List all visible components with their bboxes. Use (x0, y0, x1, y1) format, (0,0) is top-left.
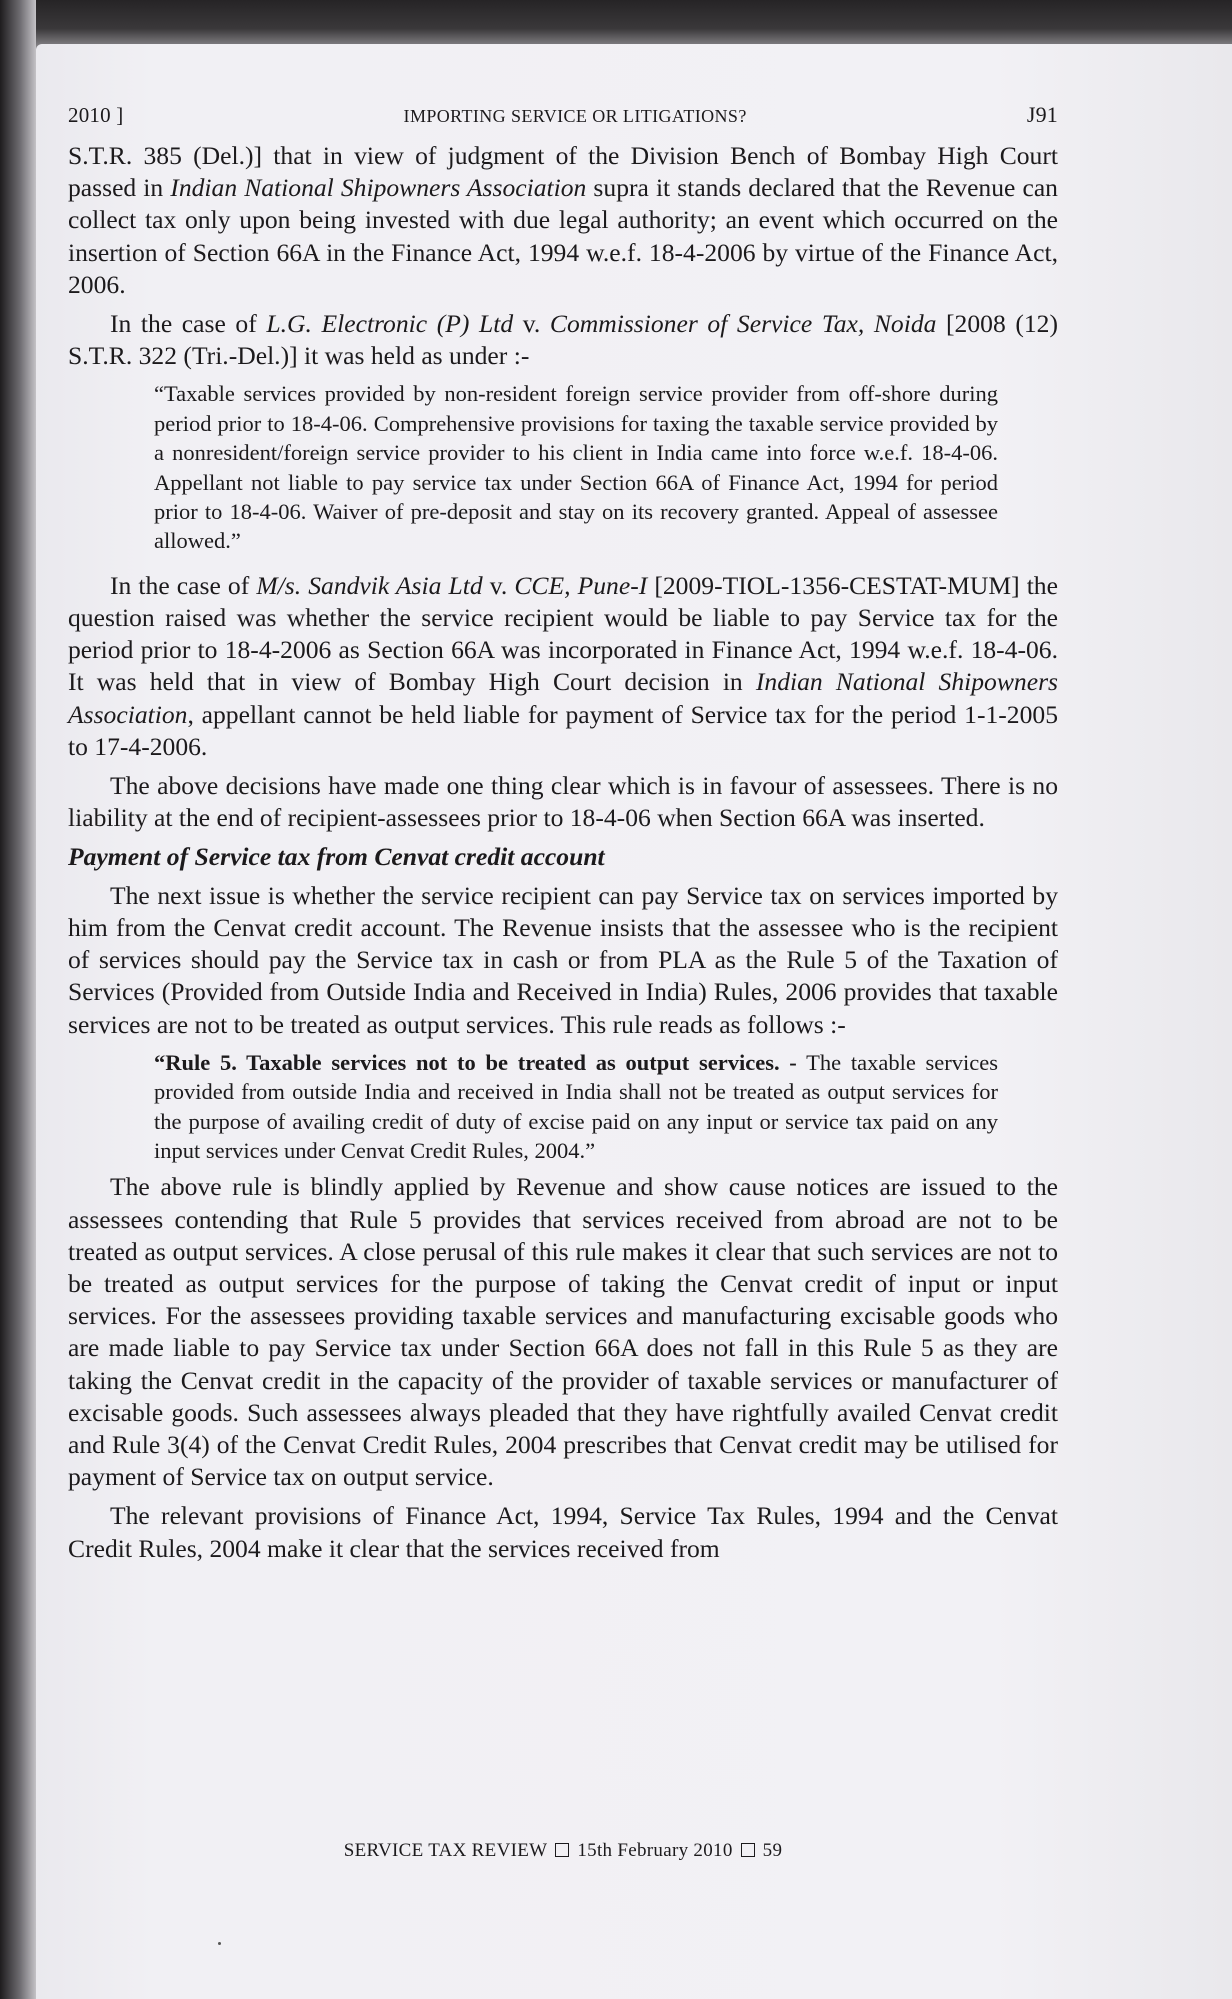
header-page-ref: J91 (1026, 102, 1058, 127)
case-name: Commissioner of Service Tax, Noida (549, 309, 937, 339)
paragraph-1: S.T.R. 385 (Del.)] that in view of judgment of the Division Bench of Bombay High Court passed in Indian National Shipowners Association supra it stands declared that the Revenue can collect tax only upon being invested with due legal authority; an event which occurred on the insertion of Section 66A in the Finance Act, 1994 w.e.f. 18-4-2006 by virtue of the Finance Act, 2006. (68, 141, 1058, 299)
case-name: Indian National Shipowners Association (170, 173, 587, 203)
paragraph-3: In the case of M/s. Sandvik Asia Ltd v. CCE, Pune-I [2009-TIOL-1356-CESTAT-MUM] the question raised was whether the service recipient would be liable to pay Service tax for the period prior to 18-4-2006 as Section 66A was incorporated in Finance Act, 1994 w.e.f. 18-4-06. It was held that in view of Bombay High Court decision in Indian National Shipowners Association, appellant cannot be held liable for payment of Service tax for the period 1-1-2005 to 17-4-2006. (68, 570, 1058, 761)
case-name: M/s. Sandvik Asia Ltd (256, 570, 483, 600)
header-title: IMPORTING SERVICE OR LITIGATIONS? (403, 106, 747, 126)
paragraph-4: The above decisions have made one thing clear which is in favour of assessees. There is no liability at the end of recipient-assessees prior to 18-4-06 when Section 66A was inserted. (68, 771, 1058, 833)
scan-speck (218, 1942, 221, 1945)
footer-page-number: 59 (762, 1840, 783, 1861)
paragraph-7: The relevant provisions of Finance Act, 1994, Service Tax Rules, 1994 and the Cenvat Credit Rules, 2004 make it clear that the services received from (68, 1501, 1058, 1563)
rule-title: “Rule 5. Taxable services not to be treated as output services. - (154, 1049, 797, 1075)
block-quote-2: “Rule 5. Taxable services not to be treated as output services. - The taxable services provided from outside India and received in India shall not be treated as output services for the purpose of availing credit of duty of excise paid on any input or service tax paid on any input services under Cenvat Credit Rules, 2004.” (154, 1049, 999, 1163)
paragraph-6: The above rule is blindly applied by Revenue and show cause notices are issued to the assessees contending that Rule 5 provides that services received from abroad are not to be treated as output services. A close perusal of this rule makes it clear that such services are not to be treated as output services for the purpose of taking the Cenvat credit of input or input services. For the assessees providing taxable services and manufacturing excisable goods who are made liable to pay Service tax under Section 66A does not fall in this Rule 5 as they are taking the Cenvat credit in the capacity of the provider of taxable services or manufacturer of excisable goods. Such assessees always pleaded that they have rightfully availed Cenvat credit and Rule 3(4) of the Cenvat Credit Rules, 2004 prescribes that Cenvat credit may be utilised for payment of Service tax on output service. (68, 1172, 1058, 1492)
box-separator-icon (555, 1843, 569, 1857)
page-footer (68, 1840, 1058, 1862)
header-year: 2010 ] (68, 103, 124, 127)
footer-journal: SERVICE TAX REVIEW (343, 1840, 548, 1861)
paragraph-2: In the case of L.G. Electronic (P) Ltd v. Commissioner of Service Tax, Noida [2008 (12) S.T.R. 322 (Tri.-Del.)] it was held as under :- (68, 309, 1058, 371)
section-heading: Payment of Service tax from Cenvat credit account (68, 842, 605, 872)
case-name: Indian National Shipowners Association (68, 667, 1058, 729)
block-quote-1: “Taxable services provided by non-resident foreign service provider from off-shore during period prior to 18-4-06. Comprehensive provisions for taxing the taxable service provided by a nonresident/foreign service provider to his client in India came into force w.e.f. 18-4-06. Appellant not liable to pay service tax under Section 66A of Finance Act, 1994 for period prior to 18-4-06. Waiver of pre-deposit and stay on its recovery granted. Appeal of assessee allowed.” (154, 381, 998, 554)
footer-date: 15th February 2010 (577, 1840, 733, 1861)
running-head (68, 102, 1058, 128)
book-spine-shadow (0, 0, 36, 1999)
box-separator-icon (741, 1843, 755, 1857)
case-name: L.G. Electronic (P) Ltd (266, 309, 514, 339)
page-content (68, 102, 1058, 1572)
article-body (68, 140, 1058, 1565)
case-name: CCE, Pune-I (514, 570, 648, 600)
paragraph-5: The next issue is whether the service recipient can pay Service tax on services imported by him from the Cenvat credit account. The Revenue insists that the assessee who is the recipient of services should pay the Service tax in cash or from PLA as the Rule 5 of the Taxation of Services (Provided from Outside India and Received in India) Rules, 2006 provides that taxable services are not to be treated as output services. This rule reads as follows :- (68, 880, 1058, 1039)
